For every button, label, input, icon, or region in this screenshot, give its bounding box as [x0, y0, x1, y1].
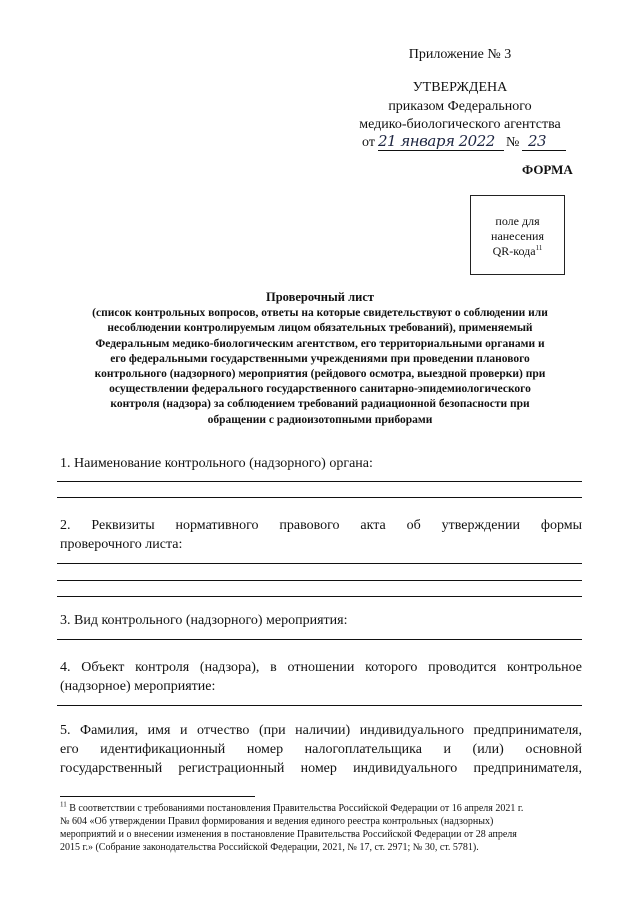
item-1-label: 1. Наименование контрольного (надзорного) органа: [60, 456, 373, 471]
approved-label: УТВЕРЖДЕНА [412, 80, 508, 95]
order-date-line [362, 130, 582, 152]
footnote-line-4: 2015 г.» (Собрание законодательства Российской Федерации, 2021, № 17, ст. 2971; № 30, ст. 5781). [60, 842, 479, 853]
footnote-ref: 11 [535, 244, 543, 252]
item-2-label [60, 516, 582, 554]
title-line: обращении с радиоизотопными приборами [207, 413, 433, 426]
order-line-2: медико-биологического агентства [359, 117, 561, 132]
item-2-line-1: 2. Реквизиты нормативного правового акта об утверждении формы [60, 518, 582, 533]
footnote-line-2: № 604 «Об утверждении Правил формирования и ведения единого реестра контрольных (надзорных) [60, 816, 494, 827]
fill-line [57, 596, 582, 597]
date-prefix: от [362, 135, 375, 150]
fill-line [57, 705, 582, 706]
footnote-line-3: мероприятий и о внесении изменения в постановление Правительства Российской Федерации от 28 апреля [60, 829, 517, 840]
footnote-line-1: $^{11}$ В соответствии с требованиями постановления Правительства Российской Федерации от 16 апреля 2021 г. [60, 800, 524, 814]
checklist-title [45, 290, 595, 428]
qr-line-3: QR-кода$^{11}$ [492, 244, 543, 258]
fill-line [57, 497, 582, 498]
handwritten-date: 21 января 2022 [378, 132, 495, 150]
item-2-line-2: проверочного листа: [60, 537, 183, 552]
title-line: несоблюдении контролируемым лицом обязательных требований), применяемый [107, 322, 533, 335]
footnote-separator [60, 796, 255, 797]
qr-line-2: нанесения [491, 229, 544, 243]
handwritten-number: 23 [528, 132, 547, 150]
footnote-number: 11 [60, 800, 67, 809]
footnote [60, 802, 582, 854]
fill-line [57, 580, 582, 581]
item-4-line-2: (надзорное) мероприятие: [60, 679, 216, 694]
title-line: его федеральными государственными учреждениями при проведении планового [110, 352, 530, 365]
fill-line [57, 481, 582, 482]
number-prefix: № [506, 135, 520, 150]
qr-code-field [470, 195, 565, 275]
title-line: контрольного (надзорного) мероприятия (рейдового осмотра, выездной проверки) при [94, 368, 546, 381]
item-4-label [60, 658, 582, 696]
fill-line [57, 563, 582, 564]
fill-line [57, 639, 582, 640]
title-heading: Проверочный лист [265, 290, 375, 304]
item-5-line-3: государственный регистрационный номер индивидуального предпринимателя, [60, 761, 582, 776]
form-label: ФОРМА [522, 162, 573, 177]
title-line: осуществлении федерального государственного санитарно-эпидемиологического [109, 383, 531, 396]
item-5-line-2: его идентификационный номер налогоплательщика и (или) основной [60, 742, 582, 757]
title-line: (список контрольных вопросов, ответы на которые свидетельствуют о соблюдении или [92, 307, 548, 320]
date-underline [378, 150, 504, 151]
item-5-line-1: 5. Фамилия, имя и отчество (при наличии) индивидуального предпринимателя, [60, 723, 582, 738]
item-4-line-1: 4. Объект контроля (надзора), в отношении которого проводится контрольное [60, 660, 582, 675]
number-underline [522, 150, 566, 151]
title-line: Федеральным медико-биологическим агентством, его территориальными органами и [95, 337, 545, 350]
item-3-label: 3. Вид контрольного (надзорного) мероприятия: [60, 613, 348, 628]
appendix-label: Приложение № 3 [408, 47, 512, 62]
title-line: контроля (надзора) за соблюдением требований радиационной безопасности при [110, 398, 530, 411]
order-line-1: приказом Федерального [388, 99, 532, 114]
item-5-label [60, 721, 582, 778]
qr-line-1: поле для [495, 214, 540, 228]
